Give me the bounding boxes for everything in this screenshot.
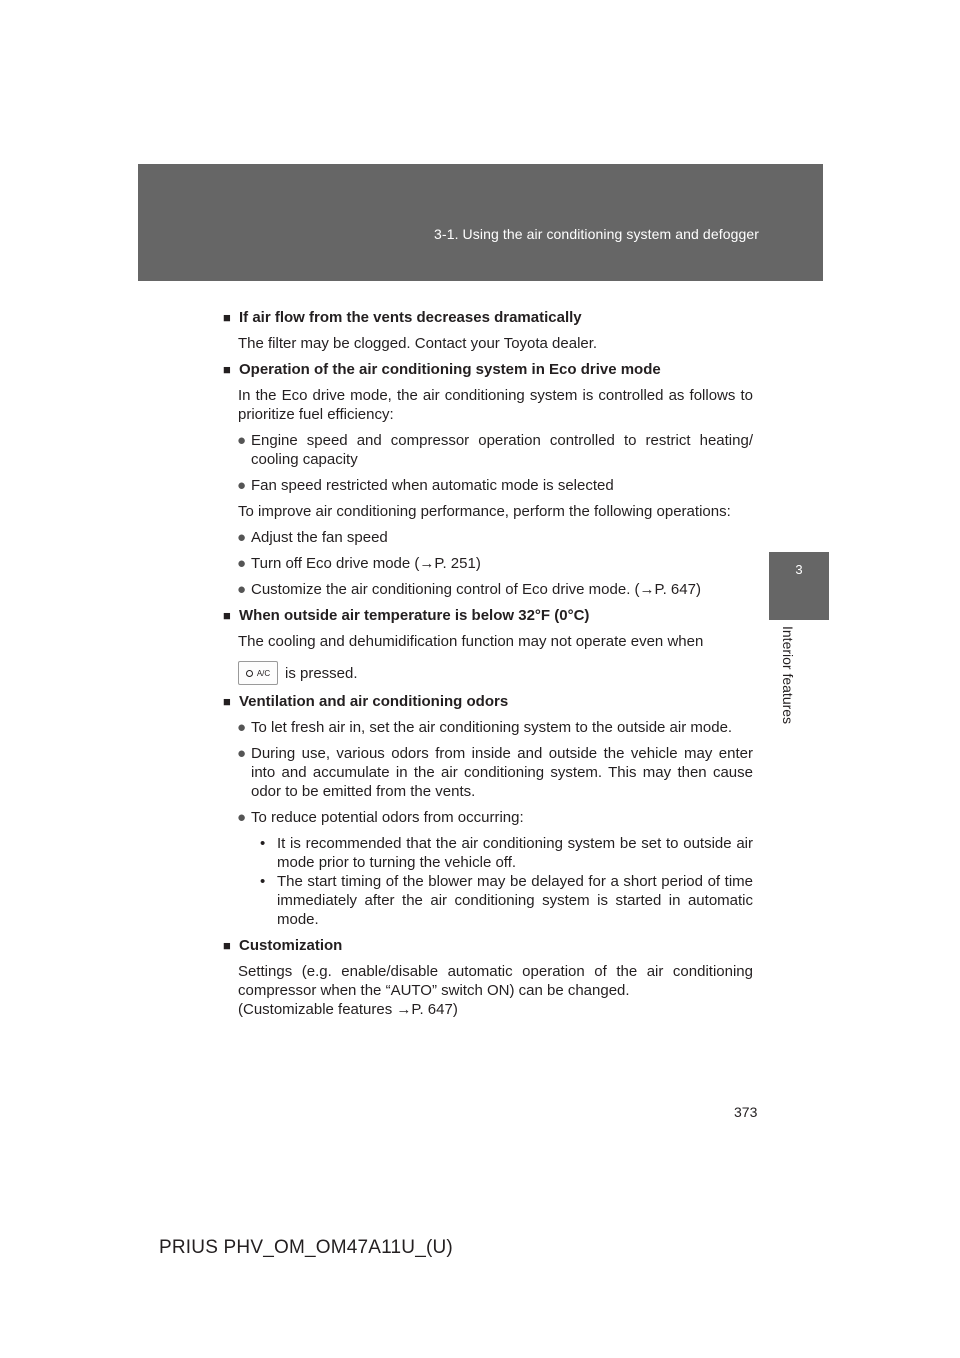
bullet-icon: ● — [237, 809, 247, 826]
sub-item-text: It is recommended that the air conditioning system be set to outside air mode prior to turning the vehicle off. — [277, 835, 753, 871]
outside-temp-text-after: is pressed. — [285, 664, 358, 682]
page-content — [223, 308, 753, 1026]
ac-button-icon — [238, 661, 278, 685]
bullet-text: Customize the air conditioning control of Eco drive mode. (→P. 647) — [251, 581, 701, 598]
bullet-icon: ● — [237, 719, 247, 736]
bullet-icon: ● — [237, 745, 247, 762]
bullet-icon: ● — [237, 432, 247, 449]
heading-customization: ■ Customization — [223, 936, 753, 955]
eco-drive-intro: In the Eco drive mode, the air conditioning system is controlled as follows to prioritize fuel efficiency: — [238, 387, 753, 423]
list-item — [238, 808, 753, 827]
eco-drive-improve: To improve air conditioning performance, perform the following operations: — [238, 503, 731, 520]
sub-list-item — [252, 834, 753, 872]
list-item — [238, 431, 753, 469]
document-code: PRIUS PHV_OM_OM47A11U_(U) — [159, 1237, 453, 1258]
section-title: 3-1. Using the air conditioning system and defogger — [434, 226, 759, 242]
bullet-icon: ● — [237, 477, 247, 494]
page-number: 373 — [734, 1104, 758, 1120]
heading-air-flow: ■ If air flow from the vents decreases dramatically — [223, 308, 753, 327]
bullet-icon: ● — [237, 581, 247, 598]
bullet-text: Fan speed restricted when automatic mode is selected — [251, 477, 614, 494]
bullet-text: Engine speed and compressor operation controlled to restrict heating/ cooling capacity — [251, 432, 753, 468]
customization-text: Settings (e.g. enable/disable automatic operation of the air conditioning compressor when the “AUTO” switch ON) can be changed. — [238, 963, 753, 999]
chapter-tab — [769, 552, 829, 620]
heading-outside-temp: ■ When outside air temperature is below 32°F (0°C) — [223, 606, 753, 625]
bullet-text: During use, various odors from inside and outside the vehicle may enter into and accumulate in the air conditioning system. This may then cause odor to be emitted from the vents. — [251, 745, 753, 800]
list-item — [238, 528, 753, 547]
list-item — [238, 744, 753, 801]
indicator-light-icon — [246, 670, 253, 677]
chapter-number: 3 — [795, 562, 803, 577]
list-item — [238, 554, 753, 573]
heading-odors: ■ Ventilation and air conditioning odors — [223, 692, 753, 711]
sub-item-text: The start timing of the blower may be delayed for a short period of time immediately after the air conditioning system is started in automatic mode. — [277, 873, 753, 928]
header-band — [138, 164, 823, 281]
bullet-icon: ● — [237, 555, 247, 572]
sub-list-item — [252, 872, 753, 929]
bullet-icon: ● — [237, 529, 247, 546]
bullet-text: To let fresh air in, set the air conditioning system to the outside air mode. — [251, 719, 733, 736]
ac-button-label: A/C — [256, 668, 271, 678]
ac-line — [238, 661, 753, 685]
outside-temp-text: The cooling and dehumidification function may not operate even when — [238, 633, 704, 650]
bullet-text: Adjust the fan speed — [251, 529, 388, 546]
air-flow-text: The filter may be clogged. Contact your Toyota dealer. — [238, 335, 598, 352]
list-item — [238, 580, 753, 599]
list-item — [238, 476, 753, 495]
bullet-text: To reduce potential odors from occurring: — [251, 809, 524, 826]
bullet-text: Turn off Eco drive mode (→P. 251) — [251, 555, 481, 572]
customization-reference: (Customizable features →P. 647) — [238, 1001, 458, 1018]
sub-bullet-icon: • — [260, 873, 266, 890]
list-item — [238, 718, 753, 737]
heading-eco-drive: ■ Operation of the air conditioning system in Eco drive mode — [223, 360, 753, 379]
sub-list — [223, 834, 753, 929]
sub-bullet-icon: • — [260, 835, 266, 852]
chapter-label: Interior features — [780, 626, 796, 725]
